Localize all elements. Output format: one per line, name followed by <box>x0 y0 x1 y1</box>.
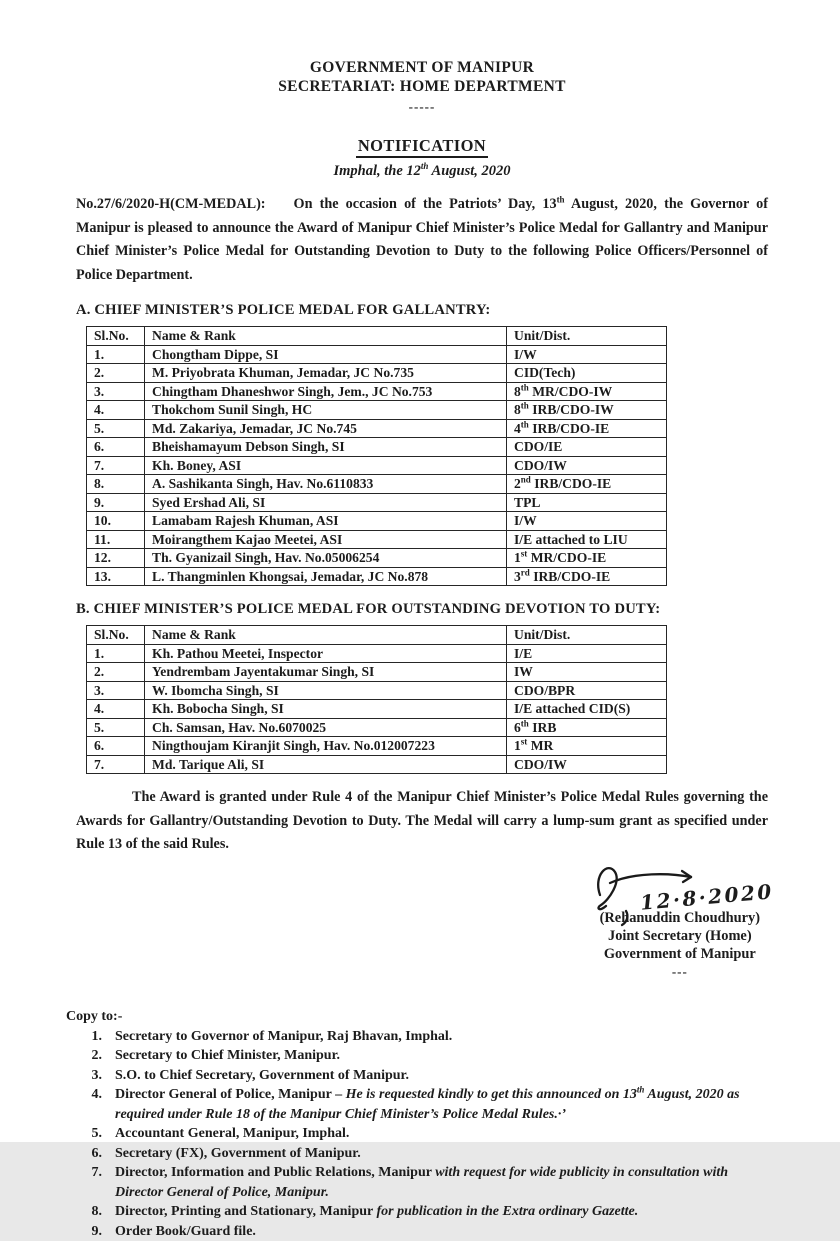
table-cell: Syed Ershad Ali, SI <box>145 493 507 512</box>
table-cell: Md. Zakariya, Jemadar, JC No.745 <box>145 419 507 438</box>
table-cell: Yendrembam Jayentakumar Singh, SI <box>145 663 507 682</box>
table-cell: I/E <box>507 644 667 663</box>
section-b-heading: B. CHIEF MINISTER’S POLICE MEDAL FOR OUTSTANDING DEVOTION TO DUTY: <box>76 600 768 619</box>
copy-list-item <box>66 1202 768 1222</box>
copy-item-number: 1. <box>66 1027 102 1047</box>
signatory-organization: Government of Manipur <box>600 945 760 963</box>
table-row <box>87 512 667 531</box>
table-cell: 3rd IRB/CDO-IE <box>507 567 667 586</box>
table-cell: 5. <box>87 419 145 438</box>
copy-list-item <box>66 1163 768 1202</box>
table-cell: W. Ibomcha Singh, SI <box>145 681 507 700</box>
table-cell: Kh. Bobocha Singh, SI <box>145 700 507 719</box>
signatory-designation: Joint Secretary (Home) <box>600 927 760 945</box>
table-cell: Th. Gyanizail Singh, Hav. No.05006254 <box>145 549 507 568</box>
table-cell: M. Priyobrata Khuman, Jemadar, JC No.735 <box>145 364 507 383</box>
table-cell: 3. <box>87 382 145 401</box>
table-cell: CID(Tech) <box>507 364 667 383</box>
table-row <box>87 567 667 586</box>
table-row <box>87 475 667 494</box>
copy-list-item <box>66 1085 768 1124</box>
table-header-cell: Name & Rank <box>145 626 507 645</box>
table-cell: I/E attached CID(S) <box>507 700 667 719</box>
table-row <box>87 755 667 774</box>
signature-dashes: --- <box>600 965 760 978</box>
table-cell: I/W <box>507 345 667 364</box>
table-row <box>87 549 667 568</box>
table-cell: 6th IRB <box>507 718 667 737</box>
table-cell: 11. <box>87 530 145 549</box>
table-cell: IW <box>507 663 667 682</box>
table-cell: Lamabam Rajesh Khuman, ASI <box>145 512 507 531</box>
signatory <box>600 909 760 978</box>
table-row <box>87 681 667 700</box>
copy-to-heading: Copy to:- <box>66 1007 768 1027</box>
copy-item-number: 9. <box>66 1222 102 1241</box>
table-header-cell: Unit/Dist. <box>507 327 667 346</box>
handwritten-date: 12·8·2020 <box>639 879 774 915</box>
table-header-row <box>87 626 667 645</box>
table-row <box>87 382 667 401</box>
intro-text: On the occasion of the Patriots’ Day, 13th August, 2020, the Governor of Manipur is pleased to announce the Award of Manipur Chief Minister’s Police Medal for Gallantry and Manipur Chief Minister’s Police Medal for Outstanding Devotion to Duty to the following Police Officers/Personnel of Police Department. <box>76 196 768 283</box>
copy-item-text: Director, Information and Public Relations, Manipur with request for wide publicity in consultation with Director General of Police, Manipur. <box>115 1163 768 1202</box>
table-cell: Bheishamayum Debson Singh, SI <box>145 438 507 457</box>
department-name: SECRETARIAT: HOME DEPARTMENT <box>76 77 768 96</box>
copy-list-item <box>66 1144 768 1164</box>
table-row <box>87 737 667 756</box>
table-cell: TPL <box>507 493 667 512</box>
copy-list-item <box>66 1046 768 1066</box>
table-cell: 4. <box>87 401 145 420</box>
table-cell: 2nd IRB/CDO-IE <box>507 475 667 494</box>
table-cell: 8th IRB/CDO-IW <box>507 401 667 420</box>
copy-item-text: Order Book/Guard file. <box>115 1222 768 1241</box>
copy-item-text: Secretary (FX), Government of Manipur. <box>115 1144 768 1164</box>
table-cell: Chongtham Dippe, SI <box>145 345 507 364</box>
table-cell: 8th MR/CDO-IW <box>507 382 667 401</box>
table-cell: 1. <box>87 644 145 663</box>
table-cell: L. Thangminlen Khongsai, Jemadar, JC No.878 <box>145 567 507 586</box>
copy-item-number: 3. <box>66 1066 102 1086</box>
table-row <box>87 401 667 420</box>
table-row <box>87 700 667 719</box>
copy-item-number: 6. <box>66 1144 102 1164</box>
table-cell: 12. <box>87 549 145 568</box>
table-row <box>87 530 667 549</box>
table-cell: 6. <box>87 737 145 756</box>
table-cell: Md. Tarique Ali, SI <box>145 755 507 774</box>
table-row <box>87 718 667 737</box>
copy-item-text: Secretary to Governor of Manipur, Raj Bhavan, Imphal. <box>115 1027 768 1047</box>
copy-item-text: Director, Printing and Stationary, Manipur for publication in the Extra ordinary Gazette. <box>115 1202 768 1222</box>
copy-item-text: S.O. to Chief Secretary, Government of Manipur. <box>115 1066 768 1086</box>
table-cell: CDO/IW <box>507 755 667 774</box>
copy-item-text: Secretary to Chief Minister, Manipur. <box>115 1046 768 1066</box>
table-cell: 7. <box>87 456 145 475</box>
table-cell: CDO/IW <box>507 456 667 475</box>
table-cell: 13. <box>87 567 145 586</box>
table-header-row <box>87 327 667 346</box>
table-row <box>87 663 667 682</box>
table-row <box>87 644 667 663</box>
signature-block <box>76 857 768 1005</box>
table-cell: I/E attached to LIU <box>507 530 667 549</box>
copy-item-number: 4. <box>66 1085 102 1124</box>
table-cell: 7. <box>87 755 145 774</box>
devotion-table <box>86 625 667 774</box>
copy-list-item <box>66 1066 768 1086</box>
table-cell: Thokchom Sunil Singh, HC <box>145 401 507 420</box>
government-name: GOVERNMENT OF MANIPUR <box>76 58 768 77</box>
table-cell: Moirangthem Kajao Meetei, ASI <box>145 530 507 549</box>
table-row <box>87 456 667 475</box>
table-header-cell: Name & Rank <box>145 327 507 346</box>
title-row <box>76 114 768 158</box>
table-row <box>87 364 667 383</box>
table-cell: 4th IRB/CDO-IE <box>507 419 667 438</box>
table-row <box>87 493 667 512</box>
copy-item-text: Director General of Police, Manipur – He is requested kindly to get this announced on 13th August, 2020 as required under Rule 18 of the Manipur Chief Minister’s Police Medal Rules.·’ <box>115 1085 768 1124</box>
signatory-name: (Rehanuddin Choudhury) <box>600 909 760 927</box>
copy-list-item <box>66 1124 768 1144</box>
copy-item-number: 7. <box>66 1163 102 1202</box>
reference-number: No.27/6/2020-H(CM-MEDAL): <box>76 196 266 212</box>
table-cell: Kh. Pathou Meetei, Inspector <box>145 644 507 663</box>
table-cell: 6. <box>87 438 145 457</box>
document-header <box>76 58 768 181</box>
table-header-cell: Sl.No. <box>87 327 145 346</box>
dateline: Imphal, the 12th August, 2020 <box>76 161 768 181</box>
gallantry-table <box>86 326 667 586</box>
table-cell: 5. <box>87 718 145 737</box>
table-header-cell: Unit/Dist. <box>507 626 667 645</box>
copy-item-number: 8. <box>66 1202 102 1222</box>
table-cell: 3. <box>87 681 145 700</box>
table-row <box>87 345 667 364</box>
table-cell: A. Sashikanta Singh, Hav. No.6110833 <box>145 475 507 494</box>
table-cell: I/W <box>507 512 667 531</box>
table-cell: 10. <box>87 512 145 531</box>
table-cell: 9. <box>87 493 145 512</box>
table-cell: Chingtham Dhaneshwor Singh, Jem., JC No.753 <box>145 382 507 401</box>
separator-dashes: ----- <box>76 100 768 114</box>
table-cell: Ch. Samsan, Hav. No.6070025 <box>145 718 507 737</box>
table-cell: CDO/IE <box>507 438 667 457</box>
copy-item-number: 5. <box>66 1124 102 1144</box>
copy-to-section <box>66 1007 768 1241</box>
table-row <box>87 419 667 438</box>
table-cell: 1. <box>87 345 145 364</box>
copy-item-text: Accountant General, Manipur, Imphal. <box>115 1124 768 1144</box>
table-cell: 1st MR <box>507 737 667 756</box>
section-a-heading: A. CHIEF MINISTER’S POLICE MEDAL FOR GALLANTRY: <box>76 301 768 320</box>
table-cell: Ningthoujam Kiranjit Singh, Hav. No.012007223 <box>145 737 507 756</box>
table-header-cell: Sl.No. <box>87 626 145 645</box>
intro-paragraph <box>76 193 768 287</box>
table-cell: Kh. Boney, ASI <box>145 456 507 475</box>
table-cell: 8. <box>87 475 145 494</box>
copy-item-number: 2. <box>66 1046 102 1066</box>
table-cell: 1st MR/CDO-IE <box>507 549 667 568</box>
table-cell: CDO/BPR <box>507 681 667 700</box>
table-row <box>87 438 667 457</box>
notification-title: NOTIFICATION <box>356 136 488 158</box>
copy-list-item <box>66 1027 768 1047</box>
copy-to-list <box>66 1027 768 1241</box>
table-cell: 2. <box>87 663 145 682</box>
table-cell: 4. <box>87 700 145 719</box>
copy-list-item <box>66 1222 768 1241</box>
table-cell: 2. <box>87 364 145 383</box>
closing-paragraph: The Award is granted under Rule 4 of the Manipur Chief Minister’s Police Medal Rules governing the Awards for Gallantry/Outstanding Devotion to Duty. The Medal will carry a lump-sum grant as specified under Rule 13 of the said Rules. <box>76 786 768 857</box>
